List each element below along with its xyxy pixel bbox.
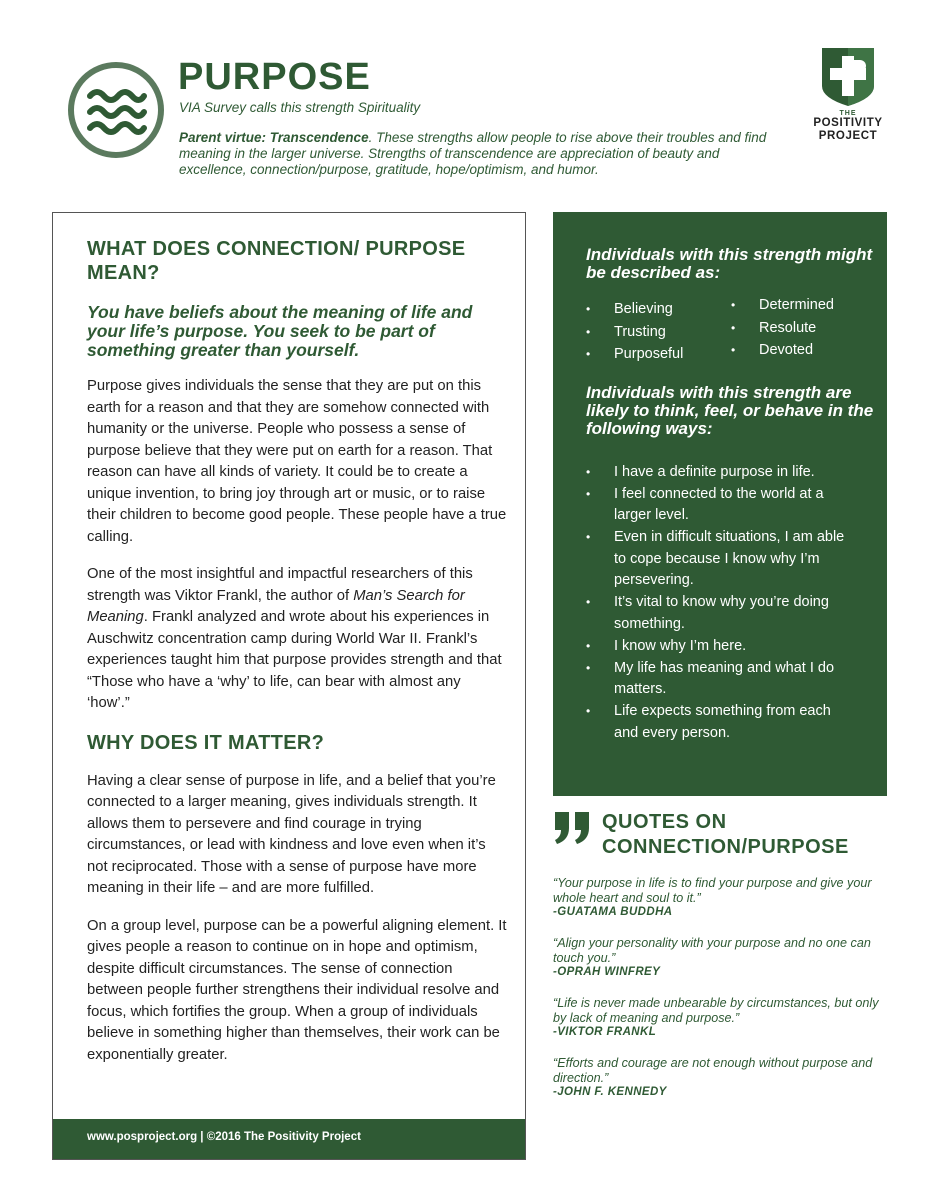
trait-item (586, 298, 731, 321)
quotes-title-line2: CONNECTION/PURPOSE (602, 836, 849, 858)
page-header (0, 0, 938, 200)
trait-label: Purposeful (614, 346, 684, 362)
quote-item (553, 876, 893, 920)
footer-bar: www.posproject.org | ©2016 The Positivity Project (53, 1119, 525, 1159)
quote-item (553, 936, 893, 980)
lead-text: You have beliefs about the meaning of life and your life’s purpose. You seek to be part of something greater than yourself. (87, 302, 473, 360)
trait-item (731, 294, 876, 317)
quote-mark-icon (553, 810, 593, 846)
bullet-icon: • (586, 302, 591, 316)
trait-label: Trusting (614, 323, 666, 340)
bullet-icon: • (586, 324, 591, 339)
paragraph-4: On a group level, purpose can be a powerful aligning element. It gives people a reason to continue on in hope and optimism, despite difficult circumstances. The sense of connection between people further strengthens their individual resolve and focus, which fortifies the group. When a group of individuals believe in something higher than themselves, their work can be exponentially greater. (87, 917, 507, 1063)
trait-label: Devoted (759, 342, 814, 358)
brand-the: THE (839, 110, 857, 117)
quote-item (553, 1056, 893, 1100)
bullet-icon: • (586, 660, 591, 675)
bullet-icon: • (731, 298, 736, 312)
behavior-text: I know why I’m here. (614, 637, 747, 654)
bullet-icon: • (731, 343, 736, 357)
trait-label: Determined (759, 297, 834, 313)
trait-label: Resolute (759, 319, 817, 336)
behavior-item (586, 658, 876, 701)
traits-list (586, 298, 876, 366)
trait-item (731, 317, 876, 340)
heading-think-feel: Individuals with this strength are likely to think, feel, or behave in the following ways: (586, 382, 874, 438)
bullet-icon: • (586, 530, 591, 544)
paragraph-2-b: . Frankl analyzed and wrote about his experiences in Auschwitz concentration camp during World War II. Frankl’s experiences taught him that purpose provides strength and that “Those who have a ‘why’ to life, can bear with almost any ‘how’.” (87, 609, 502, 711)
behavior-text: Life expects something from each and every person. (614, 703, 831, 741)
waves-icon (66, 60, 166, 160)
paragraph-1: Purpose gives individuals the sense that they are put on this earth for a reason and that they are somehow connected with humanity or the universe. People who possess a sense of purpose believe that they were put on earth for a reason. That reason can have all kinds of variety. It could be to create a unique invention, to bring joy through art or music, or to raise their children to become good people. These people have a true calling. (87, 378, 507, 545)
page-subtitle: VIA Survey calls this strength Spirituality (179, 100, 421, 115)
quote-text: “Life is never made unbearable by circumstances, but only by lack of meaning and purpose.” (553, 996, 879, 1025)
behavior-item (586, 636, 876, 658)
behavior-item (586, 527, 876, 592)
behavior-item (586, 484, 876, 527)
quotes-list (553, 876, 893, 1116)
quote-item (553, 996, 893, 1040)
heading-meaning: WHAT DOES CONNECTION/ PURPOSE MEAN? (87, 238, 466, 284)
paragraph-2 (87, 564, 507, 715)
quotes-header (553, 808, 893, 858)
bullet-icon: • (586, 638, 591, 653)
left-panel (52, 212, 526, 1160)
bullet-icon: • (586, 704, 591, 718)
behavior-item (586, 701, 876, 744)
traits-column-2 (731, 294, 876, 366)
behavior-text: It’s vital to know why you’re doing something. (614, 594, 829, 632)
virtue-text: . These strengths allow people to rise above their troubles and find meaning in the larger universe. Strengths of transcendence are appreciation of beauty and excellence, connection/purpose, gratitude, hope/optimism, and humor. (179, 130, 767, 177)
quote-author: -OPRAH WINFREY (553, 966, 661, 978)
right-panel (553, 212, 887, 796)
behavior-item (586, 462, 876, 484)
brand-line2: PROJECT (818, 130, 878, 142)
trait-item (586, 321, 731, 344)
page-title: PURPOSE (178, 56, 371, 98)
quotes-title (602, 810, 849, 860)
bullet-icon: • (586, 595, 591, 609)
bullet-icon: • (586, 347, 591, 361)
book-title: Man’s Search for Meaning (87, 587, 465, 625)
quote-author: -VIKTOR FRANKL (553, 1026, 657, 1038)
trait-label: Believing (614, 301, 673, 317)
behavior-text: Even in difficult situations, I am able to cope because I know why I’m persevering. (614, 529, 845, 588)
brand-line1: POSITIVITY (813, 117, 883, 129)
bullet-icon: • (731, 320, 736, 335)
paragraph-3: Having a clear sense of purpose in life, and a belief that you’re connected to a larger meaning, gives individuals strength. It allows them to persevere and find courage in trying circumstances, or lead with kindness and love even when it’s not reciprocated. Those with a sense of purpose have more meaning in their life – and are more fulfilled. (87, 772, 496, 896)
positivity-project-logo (800, 46, 896, 156)
virtue-label: Parent virtue: Transcendence (179, 130, 369, 145)
paragraph-2-a: One of the most insightful and impactful researchers of this strength was Viktor Frankl, the author of (87, 566, 473, 604)
heading-why-matter: WHY DOES IT MATTER? (87, 731, 325, 754)
quote-author: -GUATAMA BUDDHA (553, 906, 673, 918)
behaviors-list (586, 462, 876, 745)
bullet-icon: • (586, 486, 591, 501)
right-panel-content (586, 246, 876, 745)
traits-column-1 (586, 298, 731, 366)
heading-described-as: Individuals with this strength might be described as: (586, 245, 873, 282)
behavior-item (586, 592, 876, 635)
trait-item (586, 343, 731, 366)
behavior-text: I have a definite purpose in life. (614, 463, 815, 480)
quotes-title-line1: QUOTES ON (602, 811, 727, 833)
left-content (87, 237, 507, 1066)
behavior-text: I feel connected to the world at a larger level. (614, 485, 824, 523)
quote-author: -JOHN F. KENNEDY (553, 1086, 667, 1098)
bullet-icon: • (586, 464, 591, 479)
quote-text: “Your purpose in life is to find your purpose and give your whole heart and soul to it.” (553, 876, 872, 905)
parent-virtue (179, 130, 779, 178)
quote-text: “Align your personality with your purpose and no one can touch you.” (553, 936, 871, 965)
trait-item (731, 339, 876, 362)
behavior-text: My life has meaning and what I do matters. (614, 659, 835, 697)
quote-text: “Efforts and courage are not enough without purpose and direction.” (553, 1056, 873, 1085)
shield-plus-icon (818, 46, 878, 108)
